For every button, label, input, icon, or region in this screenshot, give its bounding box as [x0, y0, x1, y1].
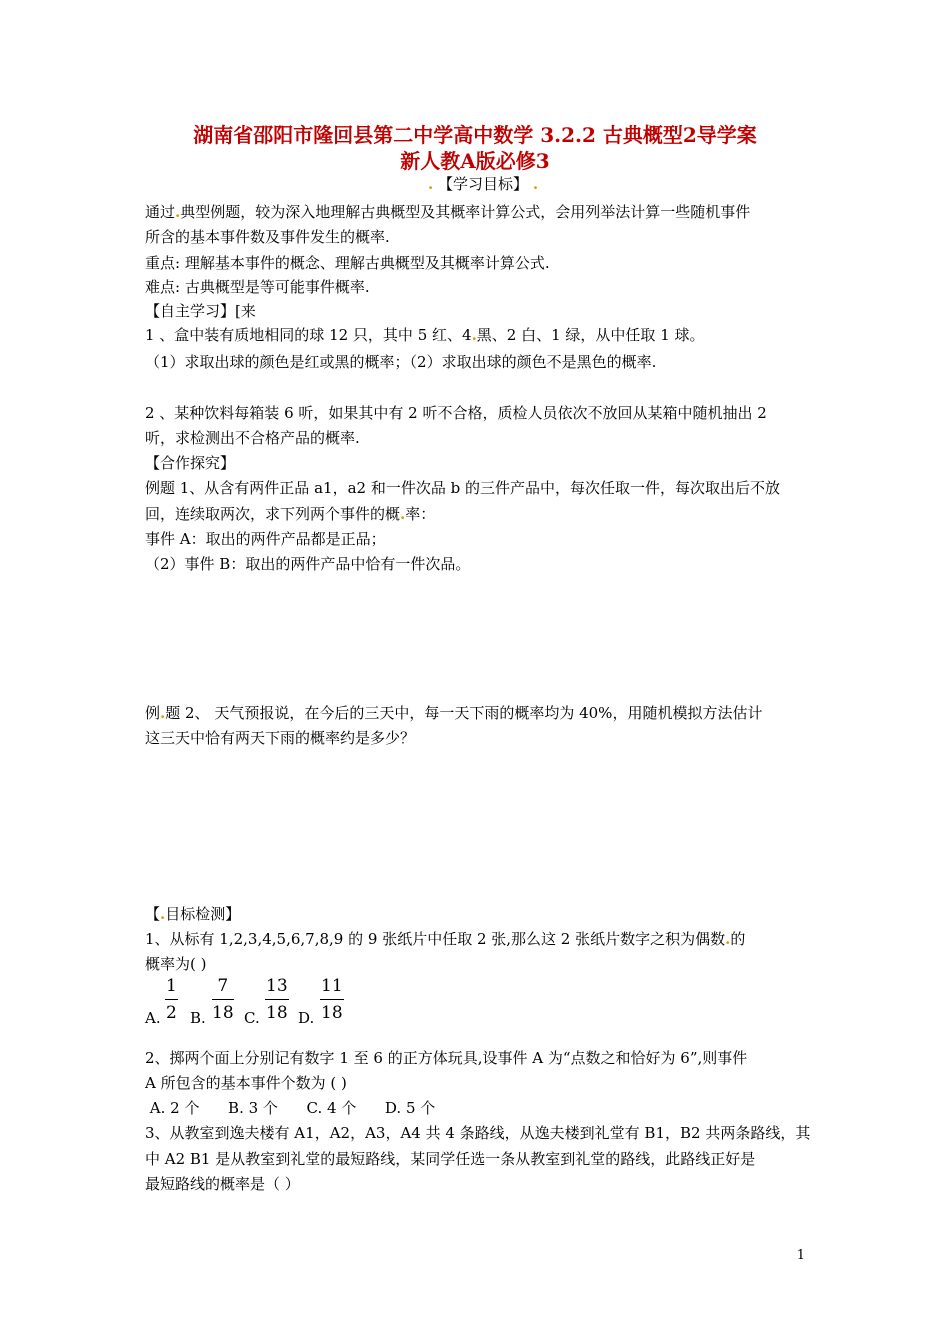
option-b-numerator: 7	[212, 975, 234, 1000]
check-q3-line1: 3、从教室到逸夫楼有 A1，A2，A3，A4 共 4 条路线，从逸夫楼到礼堂有 B1，B2 共两条路线，其	[145, 1124, 811, 1142]
option-a-fraction	[165, 975, 178, 1024]
example1-event-b: （2）事件 B：取出的两件产品中恰有一件次品。	[145, 555, 471, 573]
section-cooperation-heading: 【合作探究】	[145, 454, 236, 472]
q1-part: 黑、2 白、1 绿，从中任取 1 球。	[476, 326, 705, 344]
check-q3-line3: 最短路线的概率是（ ）	[145, 1175, 300, 1193]
section-check-label: 目标检测】	[165, 905, 241, 923]
marker-dot: .	[160, 905, 166, 923]
difficulty-point: 难点: 古典概型是等可能事件概率.	[145, 278, 370, 296]
check-q2-line1: 2、掷两个面上分别记有数字 1 至 6 的正方体玩具,设事件 A 为“点数之和恰好为 6”,则事件	[145, 1049, 748, 1067]
bracket: 【	[145, 905, 161, 923]
section-check-heading	[145, 903, 240, 925]
page-number: 1	[796, 1248, 805, 1263]
section-goals-label: 【学习目标】	[438, 175, 529, 193]
option-c-denominator: 18	[266, 1003, 288, 1023]
option-b-fraction	[212, 975, 234, 1024]
example2-part: 例	[145, 704, 161, 722]
goals-text-part: 通过	[145, 203, 176, 221]
option-c-fraction	[265, 975, 289, 1024]
option-c-numerator: 13	[265, 975, 289, 1000]
option-c-label: C.	[244, 1009, 260, 1027]
marker-dot: .	[471, 326, 477, 344]
check-q1-line2: 概率为( )	[145, 955, 207, 973]
marker-dot: .	[175, 203, 181, 221]
check-q2-options: A. 2 个 B. 3 个 C. 4 个 D. 5 个	[145, 1099, 436, 1117]
marker-dot: .	[400, 505, 406, 523]
option-d-label: D.	[298, 1009, 315, 1027]
check-q1-part: 的	[730, 930, 746, 948]
option-a-numerator: 1	[165, 975, 178, 1000]
example2-line1	[145, 702, 762, 724]
section-self-study-heading: 【自主学习】[来	[145, 302, 256, 320]
key-point: 重点: 理解基本事件的概念、理解古典概型及其概率计算公式.	[145, 254, 550, 272]
self-study-q1-parts: （1）求取出球的颜色是红或黑的概率；（2）求取出球的颜色不是黑色的概率.	[145, 353, 657, 371]
option-d-numerator: 11	[320, 975, 344, 1000]
goals-text-part: 典型例题，较为深入地理解古典概型及其概率计算公式，会用列举法计算一些随机事件	[180, 203, 751, 221]
option-b-denominator: 18	[212, 1003, 234, 1023]
q1-part: 1 、盒中装有质地相同的球 12 只，其中 5 红、4	[145, 326, 472, 344]
example2-line2: 这三天中恰有两天下雨的概率约是多少？	[145, 729, 416, 747]
example1-part: 率：	[405, 505, 436, 523]
document-title-line1: 湖南省邵阳市隆回县第二中学高中数学 3.2.2 古典概型2导学案	[193, 123, 757, 147]
option-b-label: B.	[190, 1009, 206, 1027]
check-q3-line2: 中 A2 B1 是从教室到礼堂的最短路线，某同学任选一条从教室到礼堂的路线，此路线正好是	[145, 1150, 756, 1168]
self-study-q2-line1: 2 、某种饮料每箱装 6 听，如果其中有 2 听不合格，质检人员依次不放回从某箱中随机抽出 2	[145, 404, 767, 422]
goals-text-line1	[145, 201, 750, 223]
marker-dot: .	[725, 930, 731, 948]
check-q2-line2: A 所包含的基本事件个数为 ( )	[145, 1074, 347, 1092]
example1-line2	[145, 503, 435, 525]
option-a-label: A.	[145, 1009, 161, 1027]
example1-event-a: 事件 A：取出的两件产品都是正品；	[145, 530, 386, 548]
option-d-fraction	[320, 975, 344, 1024]
example1-line1: 例题 1、从含有两件正品 a1，a2 和一件次品 b 的三件产品中，每次任取一件，每次取出后不放	[145, 479, 780, 497]
marker-dot: .	[160, 704, 166, 722]
example1-part: 回，连续取两次，求下列两个事件的概	[145, 505, 401, 523]
option-a-denominator: 2	[166, 1003, 177, 1023]
section-goals-heading	[428, 173, 538, 195]
check-q1-line1	[145, 928, 745, 950]
goals-text-line2: 所含的基本事件数及事件发生的概率.	[145, 228, 390, 246]
option-d-denominator: 18	[321, 1003, 343, 1023]
check-q1-part: 1、从标有 1,2,3,4,5,6,7,8,9 的 9 张纸片中任取 2 张,那么这 2 张纸片数字之积为偶数	[145, 930, 726, 948]
marker-dot: .	[428, 175, 434, 193]
self-study-q1	[145, 324, 705, 346]
self-study-q2-line2: 听，求检测出不合格产品的概率.	[145, 429, 360, 447]
marker-dot: .	[532, 175, 539, 193]
document-title-line2: 新人教A版必修3	[400, 149, 550, 173]
example2-part: 题 2、 天气预报说，在今后的三天中，每一天下雨的概率均为 40%，用随机模拟方法估计	[165, 704, 763, 722]
